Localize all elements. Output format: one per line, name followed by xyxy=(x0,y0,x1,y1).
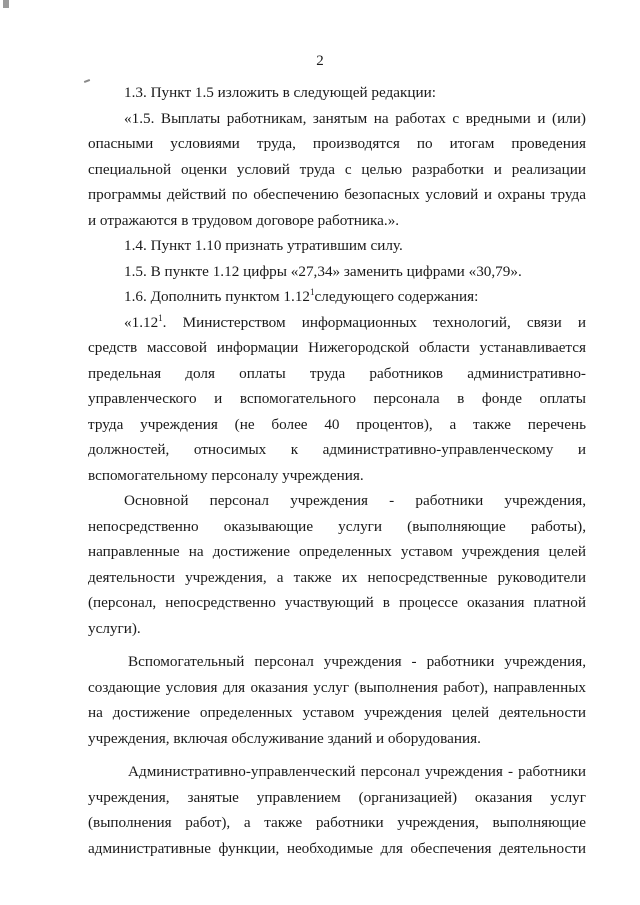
line-text-continuation: . Министерством информационных технологий, связи и xyxy=(162,313,586,331)
document-body xyxy=(88,80,586,861)
line-text: средств массовой информации Нижегородской области устанавливается xyxy=(88,339,586,356)
text-line xyxy=(88,675,586,701)
line-text: 1.5. В пункте 1.12 цифры «27,34» заменить цифрами «30,79». xyxy=(124,262,522,280)
text-line xyxy=(88,157,586,183)
text-line xyxy=(88,284,586,310)
text-line xyxy=(88,259,586,285)
text-line xyxy=(88,726,586,752)
paragraph-spacer xyxy=(88,751,586,759)
text-line xyxy=(88,810,586,836)
line-text: (выполнения работ), а также работники учреждения, выполняющие xyxy=(88,814,586,831)
text-line xyxy=(88,412,586,438)
text-line xyxy=(88,182,586,208)
line-text: учреждения, занятые управлением (организацией) оказания услуг xyxy=(88,788,586,806)
line-text: услуги). xyxy=(88,619,141,637)
line-text: предельная доля оплаты труда работников административно- xyxy=(88,364,586,382)
text-line xyxy=(88,310,586,336)
text-line xyxy=(88,539,586,565)
line-text: 1.6. Дополнить пунктом 1.12 xyxy=(124,288,311,305)
text-line xyxy=(88,335,586,361)
line-text: 1.4. Пункт 1.10 признать утратившим силу. xyxy=(124,237,403,254)
line-text: на достижение определенных уставом учреждения целей деятельности xyxy=(88,704,586,721)
text-line xyxy=(88,386,586,412)
text-line xyxy=(88,437,586,463)
line-text: «1.5. Выплаты работникам, занятым на работах с вредными и (или) xyxy=(124,109,586,127)
text-line xyxy=(88,463,586,489)
line-text: Основной персонал учреждения - работники учреждения, xyxy=(124,492,586,509)
text-line xyxy=(88,590,586,616)
line-text: должностей, относимых к административно-управленческому и xyxy=(88,441,586,458)
text-line xyxy=(88,836,586,862)
text-line xyxy=(88,565,586,591)
superscript: 1 xyxy=(310,286,315,297)
line-text: опасными условиями труда, производятся по итогам проведения xyxy=(88,135,586,152)
text-line xyxy=(88,131,586,157)
line-text: управленческого и вспомогательного персонала в фонде оплаты xyxy=(88,390,586,407)
line-text: непосредственно оказывающие услуги (выполняющие работы), xyxy=(88,517,586,535)
paragraph-spacer xyxy=(88,641,586,649)
line-text: программы действий по обеспечению безопасных условий и охраны труда xyxy=(88,186,586,203)
superscript: 1 xyxy=(158,312,163,323)
line-text: учреждения, включая обслуживание зданий и оборудования. xyxy=(88,729,481,747)
line-text: 1.3. Пункт 1.5 изложить в следующей редакции: xyxy=(124,84,437,101)
line-text: Административно-управленческий персонал учреждения - работники xyxy=(128,763,586,780)
text-line xyxy=(88,759,586,785)
line-text: деятельности учреждения, а также их непосредственные руководители xyxy=(88,568,586,586)
line-text: и отражаются в трудовом договоре работника.». xyxy=(88,211,400,229)
line-text: направленные на достижение определенных уставом учреждения целей xyxy=(88,543,586,560)
line-text: «1.12 xyxy=(124,313,159,331)
text-line xyxy=(88,785,586,811)
text-line xyxy=(88,649,586,675)
text-line xyxy=(88,361,586,387)
page-number: 2 xyxy=(316,53,324,69)
text-line xyxy=(88,488,586,514)
line-text: (персонал, непосредственно участвующий в процессе оказания платной xyxy=(88,594,586,611)
line-text: создающие условия для оказания услуг (выполнения работ), направленных xyxy=(88,678,586,696)
line-text: вспомогательному персоналу учреждения. xyxy=(88,466,364,484)
text-line xyxy=(88,208,586,234)
scan-corner-mark xyxy=(3,0,9,8)
text-line xyxy=(88,80,586,106)
line-text: Вспомогательный персонал учреждения - работники учреждения, xyxy=(128,653,586,670)
text-line xyxy=(88,700,586,726)
text-line xyxy=(88,514,586,540)
text-line xyxy=(88,616,586,642)
line-text-continuation: следующего содержания: xyxy=(314,288,479,305)
line-text: специальной оценки условий труда с целью разработки и реализации xyxy=(88,160,586,178)
line-text: административные функции, необходимые для обеспечения деятельности xyxy=(88,839,586,857)
text-line xyxy=(88,233,586,259)
line-text: труда учреждения (не более 40 процентов), а также перечень xyxy=(88,415,586,433)
text-line xyxy=(88,106,586,132)
